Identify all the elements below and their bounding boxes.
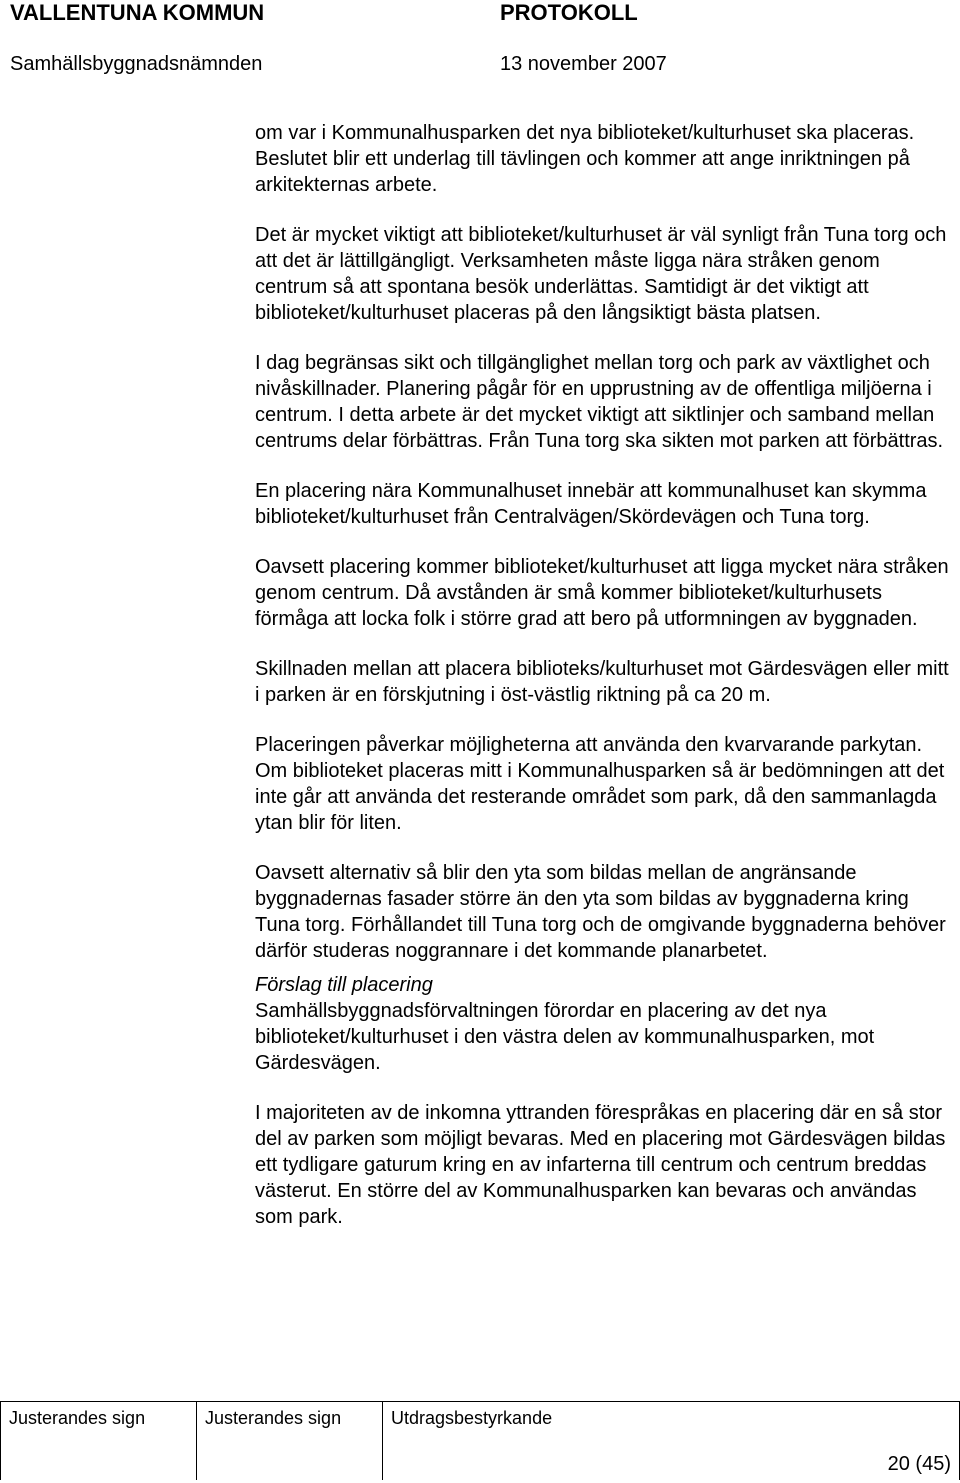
paragraph: Det är mycket viktigt att biblioteket/kulturhuset är väl synligt från Tuna torg och att det är lättillgängligt. Verksamheten måste ligga nära stråken genom centrum så att spontana besök underlättas. Samtidigt är det viktigt att biblioteket/kulturhuset placeras på den långsiktigt bästa platsen. [255,224,947,324]
paragraph: om var i Kommunalhusparken det nya biblioteket/kulturhuset ska placeras. Beslutet blir ett underlag till tävlingen och kommer att ange inriktningen på arkitekternas arbete. [255,122,915,196]
proposal-followup: I majoriteten av de inkomna yttranden förespråkas en placering där en så stor del av parken som möjligt bevaras. Med en placering mot Gärdesvägen bildas ett tydligare gaturum kring en av infarterna till centrum och centrum breddas västerut. En större del av Kommunalhusparken kan bevaras och användas som park. [255,1102,946,1228]
signature-label: Justerandes sign [205,1408,342,1428]
page-number: 20 (45) [887,1453,951,1475]
proposal-text: Samhällsbyggnadsförvaltningen förordar en placering av det nya biblioteket/kulturhuset i den västra delen av kommunalhusparken, mot Gärdesvägen. [255,1000,875,1074]
extract-label: Utdragsbestyrkande [391,1408,553,1428]
document-body [255,120,955,1254]
paragraph: En placering nära Kommunalhuset innebär att kommunalhuset kan skymma biblioteket/kulturhuset från Centralvägen/Skördevägen och Tuna torg. [255,480,927,528]
signature-box-2 [196,1402,382,1480]
paragraph: I dag begränsas sikt och tillgänglighet mellan torg och park av växtlighet och nivåskillnader. Planering pågår för en upprustning av de offentliga miljöerna i centrum. I detta arbete är det mycket viktigt att siktlinjer och samband mellan centrums delar förbättras. Från Tuna torg ska sikten mot parken att förbättras. [255,352,944,452]
paragraph: Skillnaden mellan att placera biblioteks/kulturhuset mot Gärdesvägen eller mitt i parken är en förskjutning i öst-västlig riktning på ca 20 m. [255,658,949,706]
signature-footer [0,1401,960,1483]
document-type: PROTOKOLL [500,0,638,25]
signature-box-1 [0,1402,196,1480]
signature-label: Justerandes sign [9,1408,146,1428]
meeting-date: 13 november 2007 [500,53,667,75]
extract-certification-box [382,1402,960,1480]
paragraph: Placeringen påverkar möjligheterna att använda den kvarvarande parkytan. Om biblioteket placeras mitt i Kommunalhusparken så är bedömningen att det inte går att använda det resterande området som park, då den sammanlagda ytan blir för liten. [255,734,945,834]
proposal-heading: Förslag till placering [255,974,433,996]
paragraph: Oavsett placering kommer biblioteket/kulturhuset att ligga mycket nära stråken genom centrum. Då avstånden är små kommer biblioteket/kulturhusets förmåga att locka folk i större grad att bero på utformningen av byggnaden. [255,556,949,630]
paragraph: Oavsett alternativ så blir den yta som bildas mellan de angränsande byggnadernas fasader större än den yta som bildas av byggnaderna kring Tuna torg. Förhållandet till Tuna torg och de omgivande byggnaderna behöver därför studeras noggrannare i det kommande planarbetet. [255,862,946,962]
organization-name: VALLENTUNA KOMMUN [10,0,265,25]
committee-name: Samhällsbyggnadsnämnden [10,53,263,75]
